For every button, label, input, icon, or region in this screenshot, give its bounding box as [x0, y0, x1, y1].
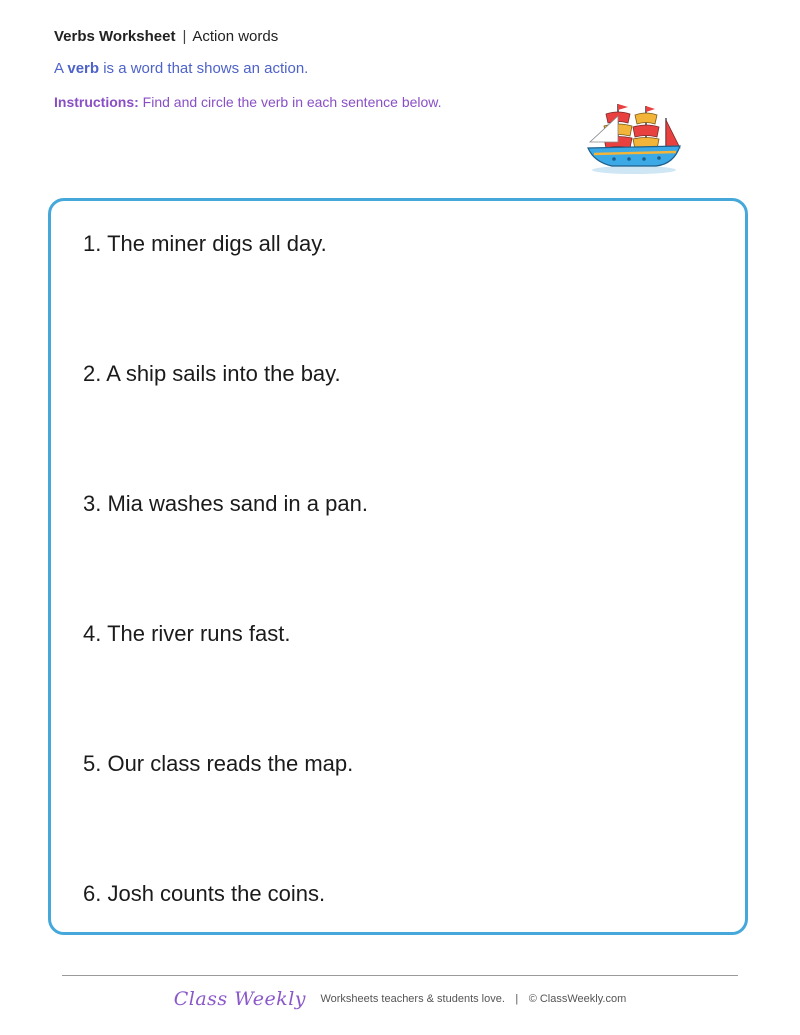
title-row — [54, 28, 574, 46]
sentence-3[interactable]: 3. Mia washes sand in a pan. — [83, 491, 368, 516]
footer-copyright: © ClassWeekly.com — [528, 993, 627, 1005]
definition-rest: is a word that shows an action. — [103, 60, 309, 77]
sentence-2[interactable]: 2. A ship sails into the bay. — [83, 361, 341, 386]
sentence-5[interactable]: 5. Our class reads the map. — [83, 751, 354, 776]
footer-tagline: Worksheets teachers & students love. — [320, 993, 505, 1005]
brand-logo: Class Weekly — [173, 988, 307, 1010]
instructions-label: Instructions: — [54, 94, 139, 110]
sentences-card — [48, 198, 748, 935]
sailing-ship-icon — [584, 98, 684, 176]
worksheet-header — [54, 28, 574, 111]
sentence-1[interactable]: 1. The miner digs all day. — [83, 231, 327, 256]
footer-separator: | — [515, 993, 519, 1005]
sentence-4[interactable]: 4. The river runs fast. — [83, 621, 291, 646]
instructions — [54, 94, 574, 111]
worksheet-title: Verbs Worksheet — [54, 28, 176, 45]
title-separator: | — [182, 28, 187, 45]
footer — [0, 988, 800, 1010]
ship-illustration — [584, 98, 684, 176]
definition-term: verb — [67, 60, 100, 77]
definition-prefix: A — [54, 60, 64, 77]
verb-definition — [54, 60, 574, 78]
worksheet-subtitle: Action words — [192, 28, 279, 45]
instructions-text: Find and circle the verb in each sentence below. — [142, 94, 442, 110]
sentence-6[interactable]: 6. Josh counts the coins. — [83, 881, 326, 906]
footer-divider — [62, 975, 738, 976]
